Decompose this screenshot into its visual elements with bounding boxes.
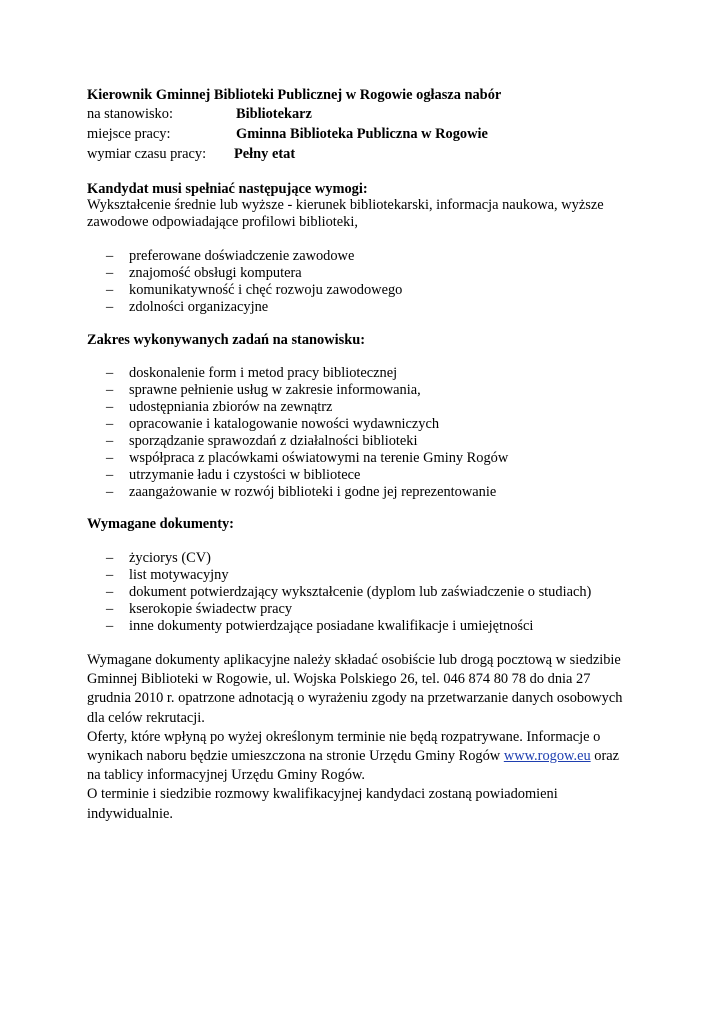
list-item: [106, 550, 591, 567]
dash-bullet: –: [106, 365, 114, 381]
dash-bullet: –: [106, 299, 114, 315]
list-item: [106, 433, 508, 450]
position-value: Bibliotekarz: [236, 106, 312, 122]
dash-bullet: –: [106, 265, 114, 281]
duties-heading: Zakres wykonywanych zadań na stanowisku:: [87, 332, 366, 348]
list-item: [106, 382, 508, 399]
paragraph-line: indywidualnie.: [87, 805, 173, 822]
paragraph-line: Gminnej Biblioteki w Rogowie, ul. Wojska Polskiego 26, tel. 046 874 80 78 do dnia 27: [87, 671, 591, 688]
dash-bullet: –: [106, 399, 114, 415]
list-item-text: współpraca z placówkami oświatowymi na terenie Gminy Rogów: [129, 450, 509, 466]
list-item-text: list motywacyjny: [129, 567, 229, 583]
list-item-text: zdolności organizacyjne: [129, 299, 269, 315]
requirements-list: [106, 248, 402, 316]
list-item: [106, 567, 591, 584]
position-label: na stanowisko:: [87, 106, 173, 122]
closing-paragraph: [87, 651, 647, 824]
rogow-website-link[interactable]: www.rogow.eu: [503, 748, 591, 765]
documents-heading: Wymagane dokumenty:: [87, 516, 234, 532]
list-item: [106, 265, 402, 282]
paragraph-line: grudnia 2010 r. opatrzone adnotacją o wyrażeniu zgody na przetwarzanie danych osobowych: [87, 690, 623, 707]
dash-bullet: –: [106, 567, 114, 583]
list-item-text: sporządzanie sprawozdań z działalności biblioteki: [129, 433, 418, 449]
workplace-value: Gminna Biblioteka Publiczna w Rogowie: [236, 126, 488, 142]
list-item: [106, 282, 402, 299]
list-item: [106, 601, 591, 618]
list-item-text: opracowanie i katalogowanie nowości wydawniczych: [129, 416, 440, 432]
link-line-suffix: oraz: [590, 748, 620, 765]
list-item-text: zaangażowanie w rozwój biblioteki i godne jej reprezentowanie: [129, 484, 497, 500]
list-item: [106, 248, 402, 265]
dash-bullet: –: [106, 382, 114, 398]
dash-bullet: –: [106, 618, 114, 634]
list-item-text: komunikatywność i chęć rozwoju zawodowego: [129, 282, 403, 298]
dash-bullet: –: [106, 601, 114, 617]
list-item: [106, 365, 508, 382]
list-item-text: życiorys (CV): [129, 550, 211, 566]
dash-bullet: –: [106, 550, 114, 566]
list-item-text: preferowane doświadczenie zawodowe: [129, 248, 355, 264]
requirements-intro-line: zawodowe odpowiadające profilowi biblioteki,: [87, 214, 358, 230]
duties-list: [106, 365, 508, 501]
dash-bullet: –: [106, 467, 114, 483]
paragraph-line: O terminie i siedzibie rozmowy kwalifikacyjnej kandydaci zostaną powiadomieni: [87, 786, 558, 803]
list-item-text: kserokopie świadectw pracy: [129, 601, 293, 617]
dash-bullet: –: [106, 433, 114, 449]
worktime-label: wymiar czasu pracy:: [87, 146, 207, 162]
dash-bullet: –: [106, 450, 114, 466]
dash-bullet: –: [106, 484, 114, 500]
list-item-text: znajomość obsługi komputera: [129, 265, 302, 281]
dash-bullet: –: [106, 416, 114, 432]
announcement-title: Kierownik Gminnej Biblioteki Publicznej w Rogowie ogłasza nabór: [87, 87, 502, 103]
list-item-text: dokument potwierdzający wykształcenie (dyplom lub zaświadczenie o studiach): [129, 584, 592, 600]
worktime-value: Pełny etat: [234, 146, 296, 162]
dash-bullet: –: [106, 248, 114, 264]
list-item: [106, 584, 591, 601]
link-line-prefix: wynikach naboru będzie umieszczona na stronie Urzędu Gminy Rogów: [87, 748, 504, 765]
paragraph-line: na tablicy informacyjnej Urzędu Gminy Rogów.: [87, 767, 366, 784]
list-item: [106, 484, 508, 501]
list-item-text: sprawne pełnienie usług w zakresie informowania,: [129, 382, 421, 398]
dash-bullet: –: [106, 282, 114, 298]
dash-bullet: –: [106, 584, 114, 600]
list-item-text: doskonalenie form i metod pracy bibliotecznej: [129, 365, 398, 381]
requirements-heading: Kandydat musi spełniać następujące wymogi:: [87, 181, 368, 197]
list-item: [106, 299, 402, 316]
paragraph-line: Oferty, które wpłyną po wyżej określonym terminie nie będą rozpatrywane. Informacje o: [87, 728, 601, 745]
list-item-text: inne dokumenty potwierdzające posiadane kwalifikacje i umiejętności: [129, 618, 534, 634]
list-item: [106, 467, 508, 484]
paragraph-line: Wymagane dokumenty aplikacyjne należy składać osobiście lub drogą pocztową w siedzibie: [87, 652, 621, 668]
paragraph-line: dla celów rekrutacji.: [87, 709, 205, 726]
paragraph-line-with-link: [87, 747, 647, 766]
list-item-text: udostępniania zbiorów na zewnątrz: [129, 399, 333, 415]
documents-list: [106, 550, 591, 635]
workplace-label: miejsce pracy:: [87, 126, 171, 142]
list-item-text: utrzymanie ładu i czystości w bibliotece: [129, 467, 361, 483]
list-item: [106, 450, 508, 467]
list-item: [106, 399, 508, 416]
requirements-intro-line: Wykształcenie średnie lub wyższe - kierunek bibliotekarski, informacja naukowa, wyższe: [87, 197, 604, 213]
list-item: [106, 416, 508, 433]
list-item: [106, 618, 591, 635]
